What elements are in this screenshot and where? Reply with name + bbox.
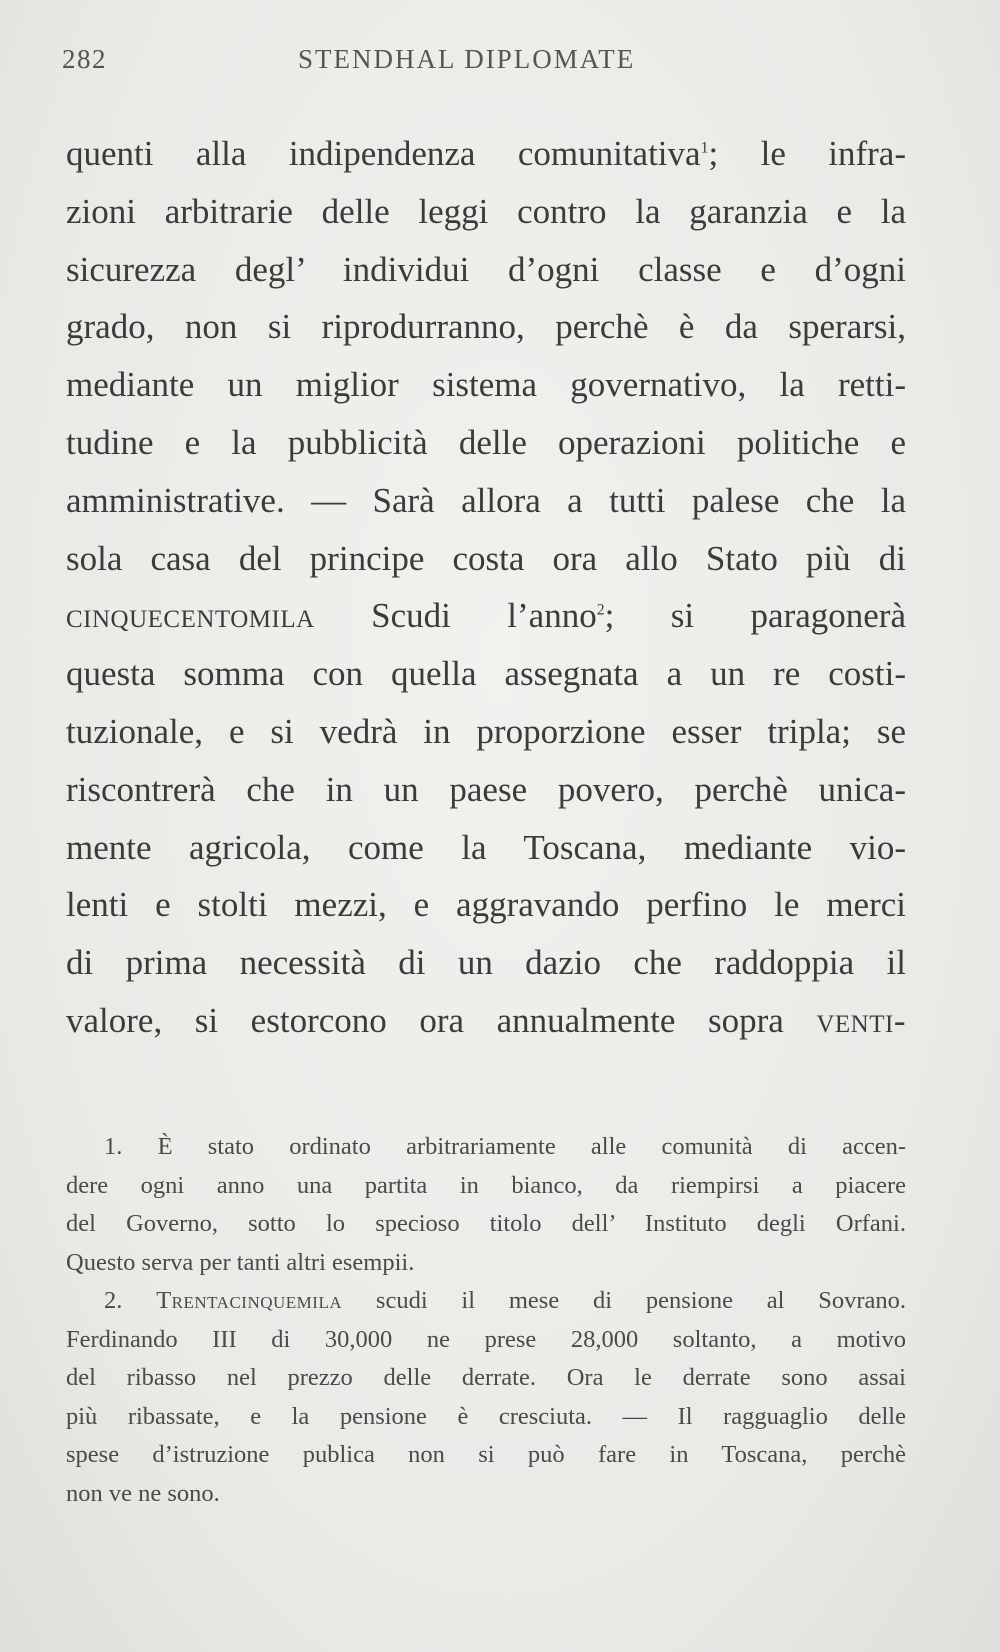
text-line: quenti alla indipendenza comunitativa$^1$; le infra- bbox=[66, 134, 906, 173]
text-line: riscontrerà che in un paese povero, perchè unica- bbox=[66, 769, 906, 809]
footnote-line: più ribassate, e la pensione è cresciuta. — Il ragguaglio delle bbox=[66, 1402, 906, 1430]
text-line: sicurezza degl’ individui d’ogni classe e d’ogni bbox=[66, 249, 906, 289]
text-line: grado, non si riprodurranno, perchè è da sperarsi, bbox=[66, 307, 906, 347]
text-line: tuzionale, e si vedrà in proporzione esser tripla; se bbox=[66, 711, 906, 751]
text-line: sola casa del principe costa ora allo Stato più di bbox=[66, 538, 906, 578]
footnote-line: spese d’istruzione publica non si può fare in Toscana, perchè bbox=[66, 1441, 906, 1468]
text-line: amministrative. — Sarà allora a tutti palese che la bbox=[66, 480, 906, 520]
running-title: STENDHAL DIPLOMATE bbox=[298, 44, 636, 74]
text-line: zioni arbitrarie delle leggi contro la garanzia e la bbox=[66, 191, 906, 231]
text-line: mente agricola, come la Toscana, mediante vio- bbox=[66, 827, 906, 867]
main-text bbox=[66, 125, 906, 1050]
footnote-line: Questo serva per tanti altri esempii. bbox=[66, 1248, 415, 1276]
page-header bbox=[62, 44, 902, 84]
text-line: tudine e la pubblicità delle operazioni politiche e bbox=[66, 422, 906, 462]
text-line: mediante un miglior sistema governativo, la retti- bbox=[66, 365, 906, 405]
footnote-line: 2. Trentacinquemila scudi il mese di pensione al Sovrano. bbox=[104, 1287, 907, 1314]
footnotes bbox=[66, 1128, 906, 1513]
page-number: 282 bbox=[62, 44, 107, 74]
footnote-line: dere ogni anno una partita in bianco, da riempirsi a piacere bbox=[66, 1171, 906, 1199]
footnote-line: del ribasso nel prezzo delle derrate. Ora le derrate sono assai bbox=[66, 1364, 906, 1391]
footnote-line: non ve ne sono. bbox=[66, 1479, 220, 1507]
text-line: lenti e stolti mezzi, e aggravando perfino le merci bbox=[66, 885, 906, 925]
text-line: cinquecentomila Scudi l’anno$^2$; si paragonerà bbox=[66, 596, 906, 636]
footnote-line: 1. È stato ordinato arbitrariamente alle comunità di accen- bbox=[104, 1133, 906, 1160]
text-line: di prima necessità di un dazio che raddoppia il bbox=[66, 943, 906, 983]
text-line: valore, si estorcono ora annualmente sopra venti- bbox=[66, 1000, 906, 1040]
text-line: questa somma con quella assegnata a un re costi- bbox=[66, 654, 906, 694]
footnote-line: Ferdinando III di 30,000 ne prese 28,000 soltanto, a motivo bbox=[66, 1325, 906, 1353]
footnote-line: del Governo, sotto lo specioso titolo dell’ Instituto degli Orfani. bbox=[66, 1210, 906, 1237]
